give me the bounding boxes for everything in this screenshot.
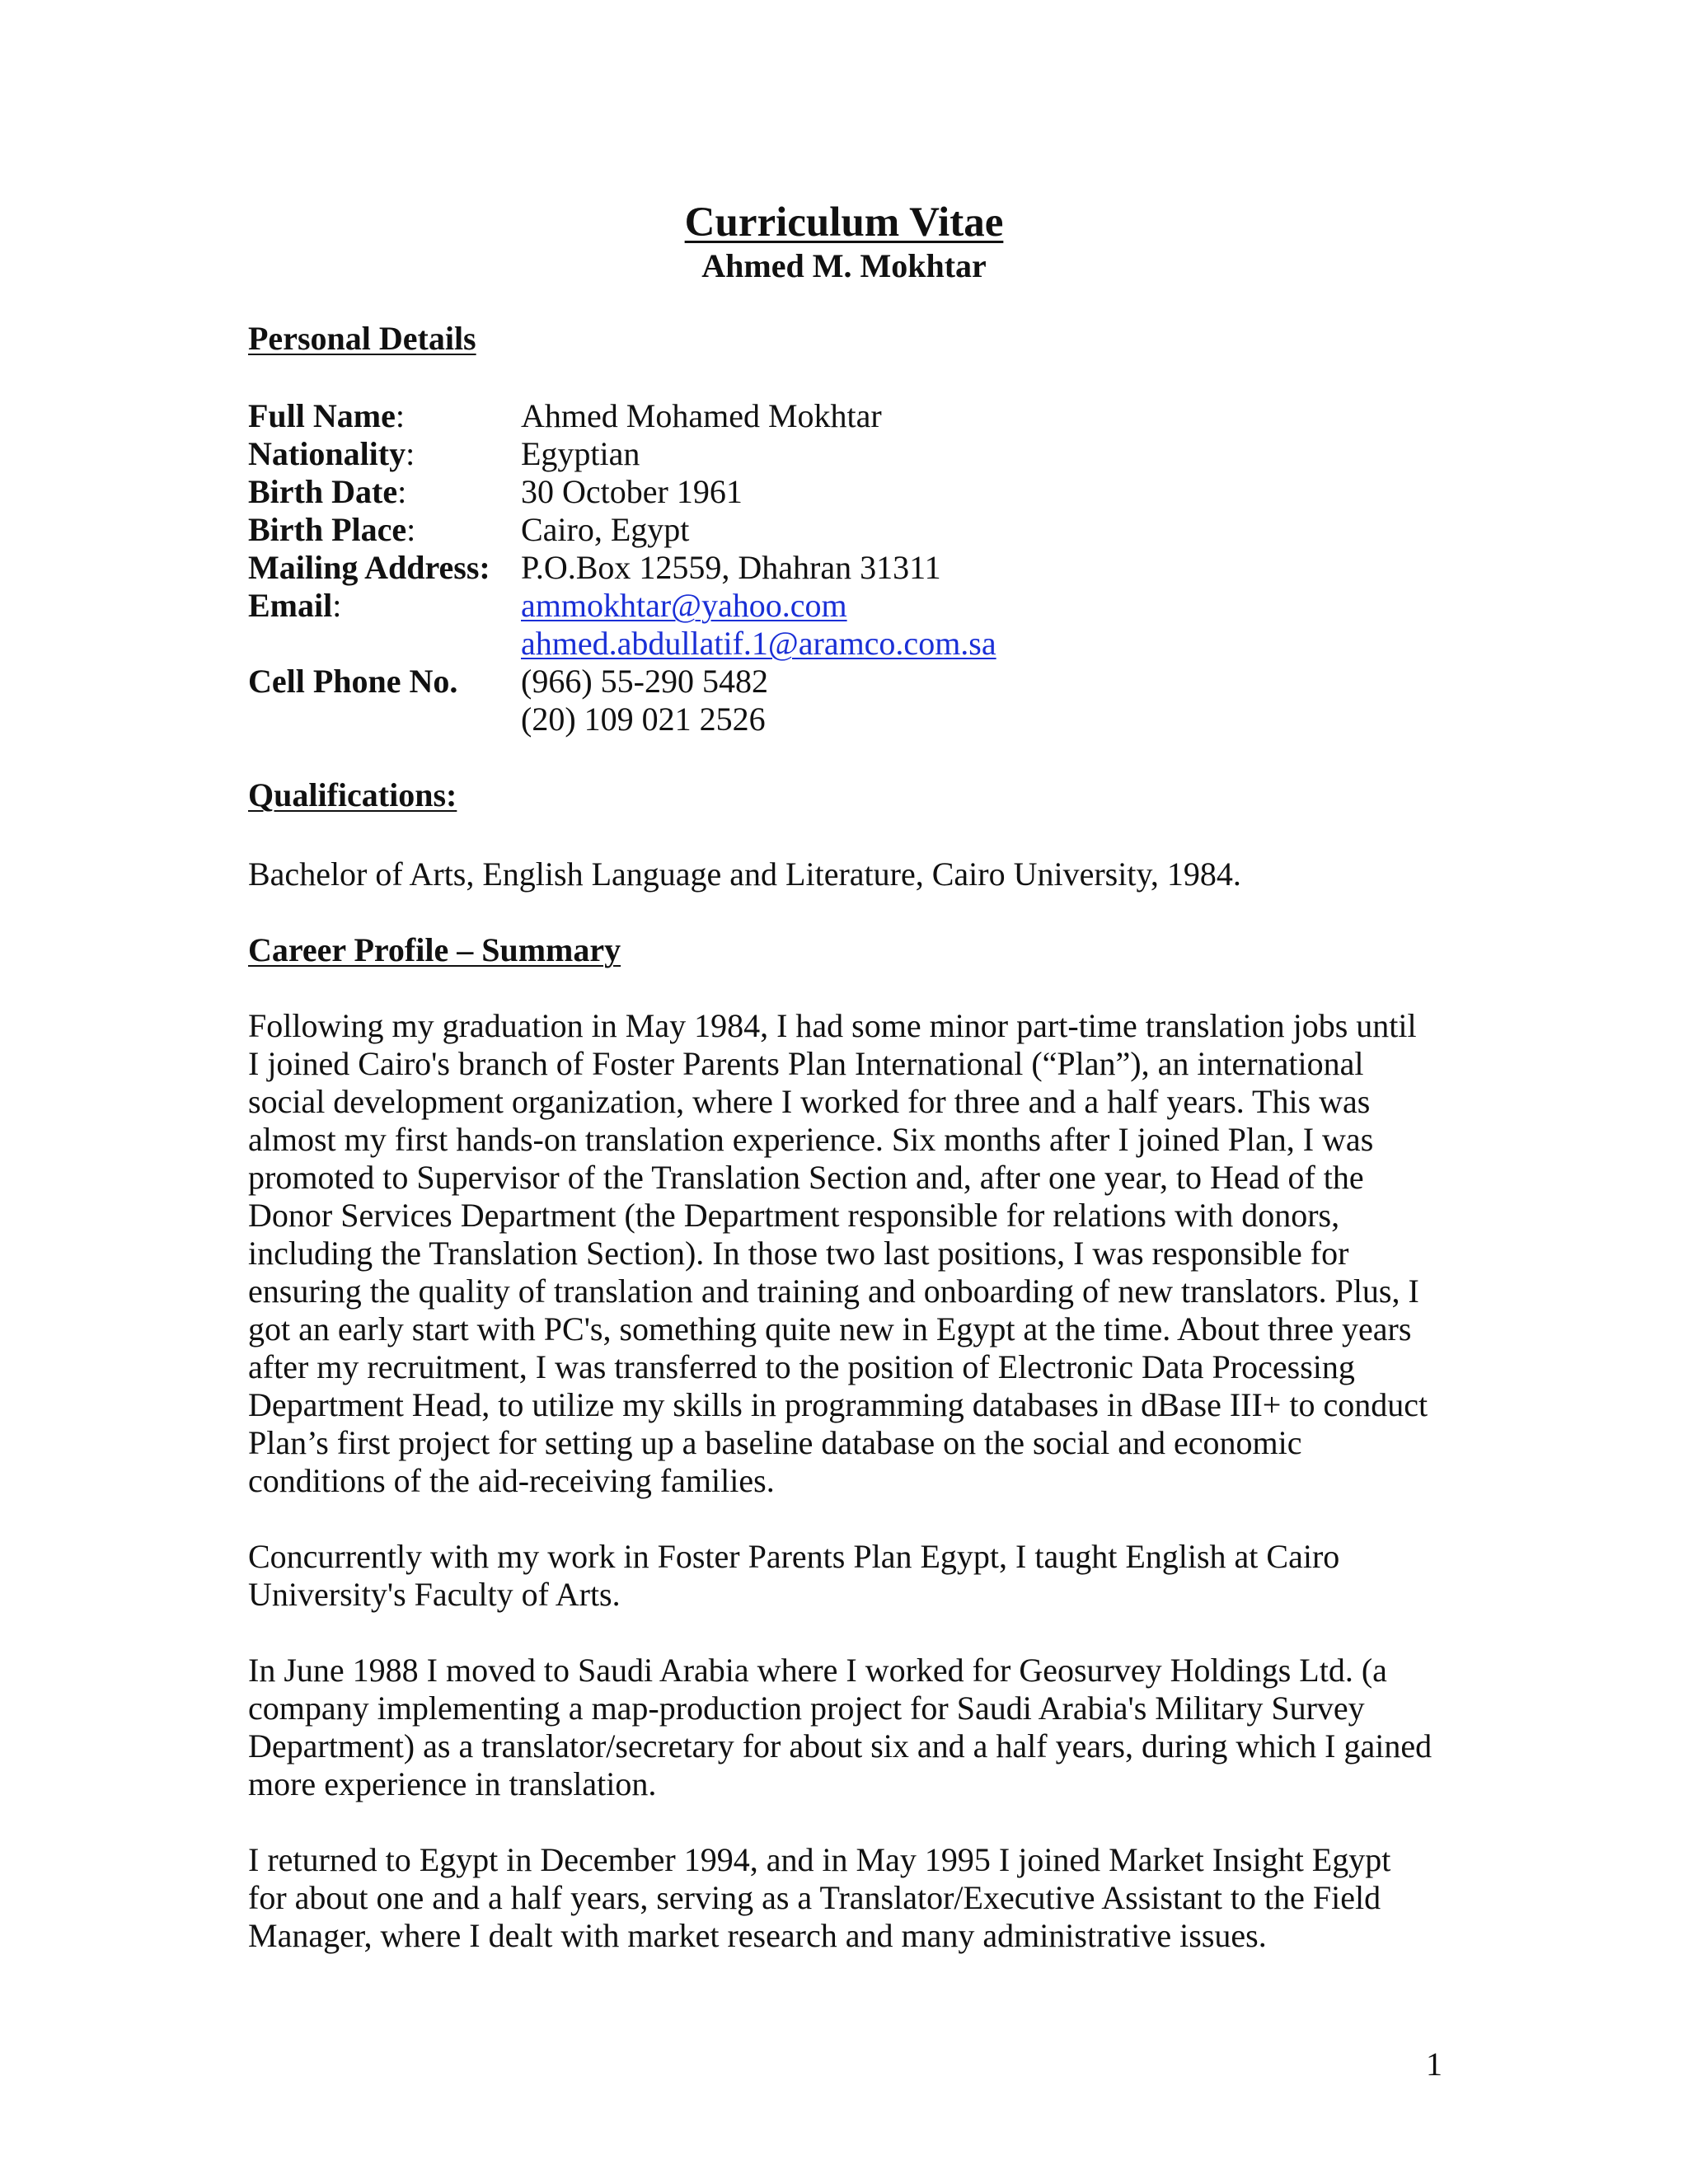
document-subtitle: Ahmed M. Mokhtar (701, 247, 987, 284)
page-number: 1 (1426, 2046, 1442, 2083)
paragraph-line: for about one and a half years, serving as a Translator/Executive Assistant to the Field (248, 1879, 1381, 1916)
paragraph-line: promoted to Supervisor of the Translation Section and, after one year, to Head of the (248, 1159, 1364, 1196)
qualifications-heading: Qualifications: (248, 776, 457, 813)
paragraph-line: Donor Services Department (the Department responsible for relations with donors, (248, 1197, 1340, 1234)
paragraph-line: ensuring the quality of translation and training and onboarding of new translators. Plus, I (248, 1272, 1419, 1310)
nationality-value: Egyptian (521, 435, 640, 472)
paragraph-line: Plan’s first project for setting up a baseline database on the social and economic (248, 1424, 1302, 1461)
personal-details-heading: Personal Details (248, 320, 476, 357)
paragraph-line: company implementing a map-production project for Saudi Arabia's Military Survey (248, 1690, 1365, 1727)
paragraph-line: more experience in translation. (248, 1765, 657, 1802)
birth-place-value: Cairo, Egypt (521, 511, 690, 548)
career-paragraph-1 (248, 1007, 1443, 1500)
paragraph-line: Department) as a translator/secretary for about six and a half years, during which I gained (248, 1727, 1432, 1765)
paragraph-line: Concurrently with my work in Foster Parents Plan Egypt, I taught English at Cairo (248, 1538, 1340, 1575)
paragraph-line: social development organization, where I worked for three and a half years. This was (248, 1083, 1371, 1120)
paragraph-line: conditions of the aid-receiving families. (248, 1462, 775, 1499)
career-paragraph-3 (248, 1652, 1443, 1803)
paragraph-line: Manager, where I dealt with market research and many administrative issues. (248, 1917, 1267, 1954)
paragraph-line: got an early start with PC's, something quite new in Egypt at the time. About three years (248, 1310, 1412, 1347)
full-name-label: Full Name: (248, 397, 405, 434)
career-profile-heading: Career Profile – Summary (248, 931, 621, 968)
mailing-address-value: P.O.Box 12559, Dhahran 31311 (521, 549, 941, 586)
cell-phone-label: Cell Phone No. (248, 663, 458, 700)
document-title: Curriculum Vitae (684, 199, 1004, 246)
paragraph-line: almost my first hands-on translation experience. Six months after I joined Plan, I was (248, 1121, 1374, 1158)
career-paragraph-2 (248, 1538, 1443, 1614)
email-label: Email: (248, 587, 342, 624)
paragraph-line: Following my graduation in May 1984, I had some minor part-time translation jobs until (248, 1007, 1417, 1044)
mailing-address-label: Mailing Address: (248, 549, 490, 586)
qualifications-text: Bachelor of Arts, English Language and Literature, Cairo University, 1984. (248, 855, 1241, 893)
cell-phone-value-1: (966) 55-290 5482 (521, 663, 768, 700)
paragraph-line: Department Head, to utilize my skills in programming databases in dBase III+ to conduct (248, 1386, 1428, 1423)
full-name-value: Ahmed Mohamed Mokhtar (521, 397, 882, 434)
nationality-label: Nationality: (248, 435, 415, 472)
paragraph-line: after my recruitment, I was transferred to the position of Electronic Data Processing (248, 1348, 1355, 1385)
paragraph-line: In June 1988 I moved to Saudi Arabia where I worked for Geosurvey Holdings Ltd. (a (248, 1652, 1387, 1689)
email-link-secondary[interactable]: ahmed.abdullatif.1@aramco.com.sa (521, 625, 996, 662)
paragraph-line: University's Faculty of Arts. (248, 1576, 621, 1613)
birth-place-label: Birth Place: (248, 511, 416, 548)
birth-date-label: Birth Date: (248, 473, 407, 510)
paragraph-line: I returned to Egypt in December 1994, and in May 1995 I joined Market Insight Egypt (248, 1841, 1391, 1878)
email-link-primary[interactable]: ammokhtar@yahoo.com (521, 587, 847, 624)
birth-date-value: 30 October 1961 (521, 473, 743, 510)
cell-phone-value-2: (20) 109 021 2526 (521, 701, 766, 738)
paragraph-line: I joined Cairo's branch of Foster Parents Plan International (“Plan”), an international (248, 1045, 1364, 1082)
career-paragraph-4 (248, 1841, 1443, 1955)
paragraph-line: including the Translation Section). In those two last positions, I was responsible for (248, 1235, 1349, 1272)
